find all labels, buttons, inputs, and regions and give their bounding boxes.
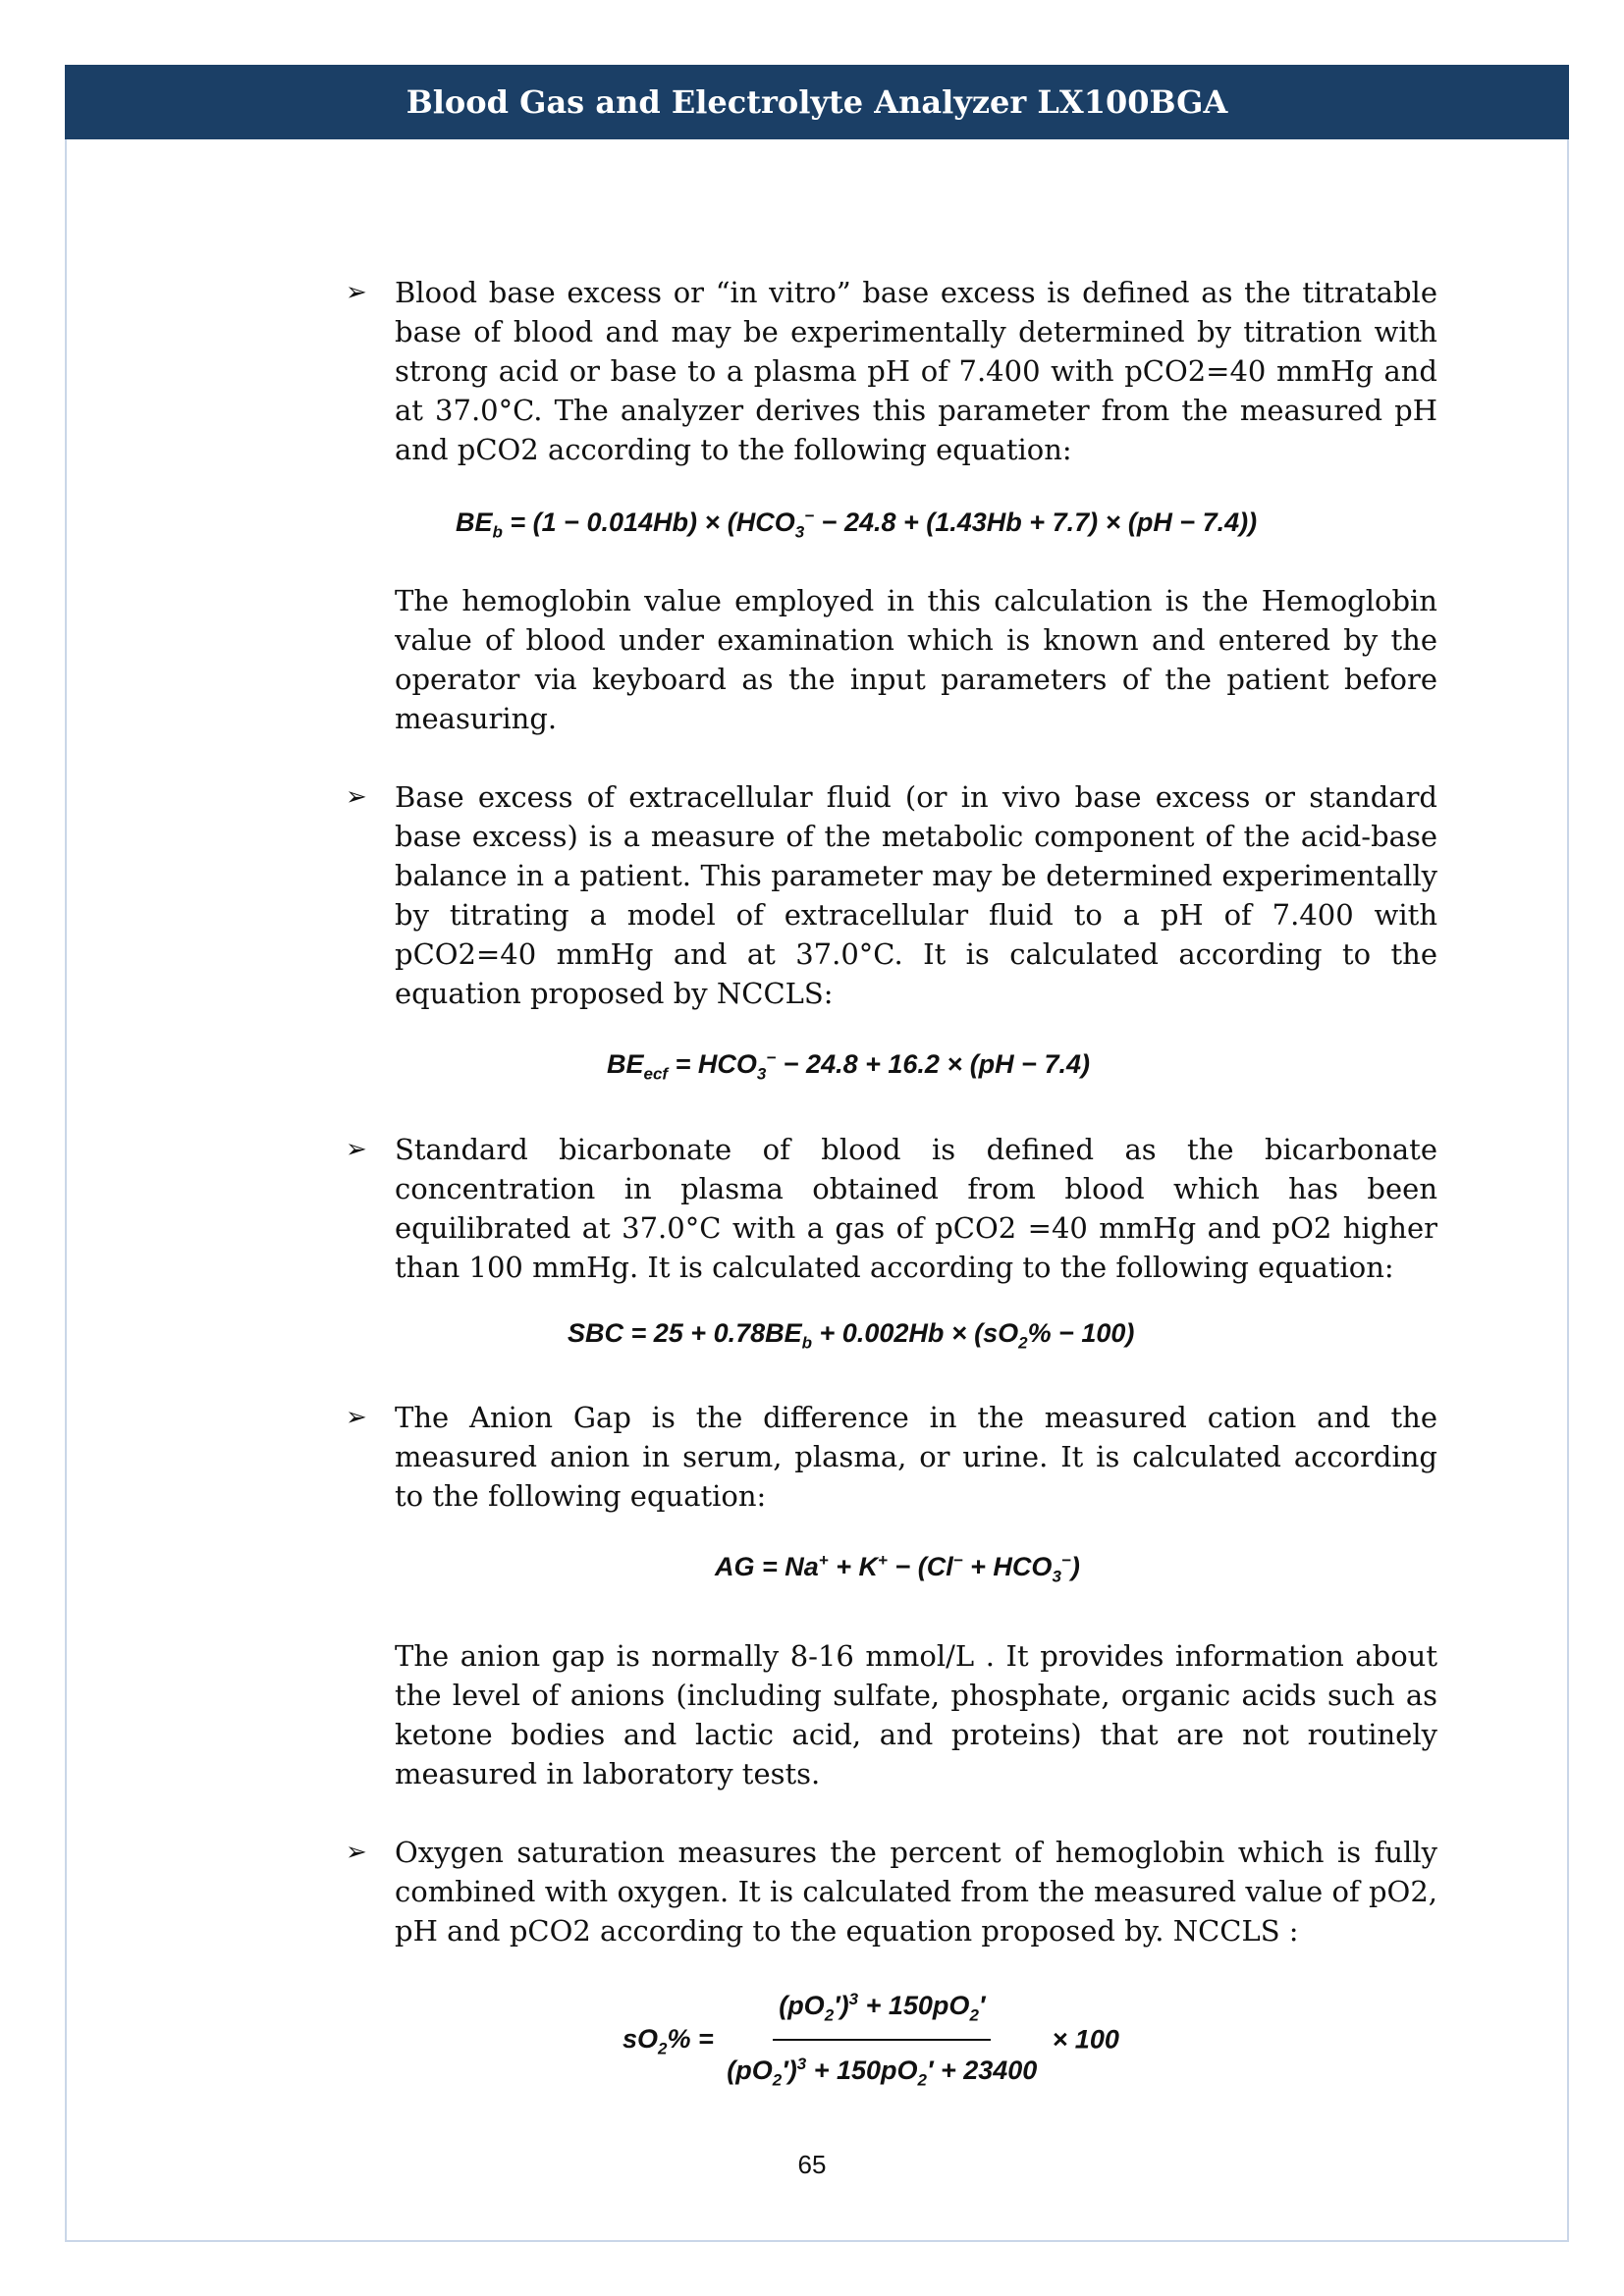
bullet-item-anion-gap [346, 1398, 1437, 1516]
paragraph: Blood base excess or “in vitro” base excess is defined as the titratable base of blood and may be experimentally determined by titration with strong acid or base to a plasma pH of 7.400 with pCO2=40 mmHg and at 37.0°C. The analyzer derives this parameter from the measured pH and pCO2 according to the following equation: [395, 276, 1437, 466]
followup-paragraph-anion-gap [346, 1636, 1437, 1793]
equation-be-b: $BE_b = (1 - 0.014Hb) \times (HCO_3^- - 24.8 + (1.43Hb + 7.7) \times (pH - 7.4))$ [456, 507, 1258, 542]
bullet-item-base-excess-ecf [346, 777, 1437, 1013]
paragraph: The hemoglobin value employed in this calculation is the Hemoglobin value of blood under examination which is known and entered by the operator via keyboard as the input parameters of the patient before measuring. [395, 584, 1437, 736]
arrow-bullet-icon: ➢ [346, 1403, 367, 1433]
page-number: 65 [797, 2150, 827, 2179]
paragraph: Base excess of extracellular fluid (or in vivo base excess or standard base excess) is a measure of the metabolic component of the acid-base balance in a patient. This parameter may be determined experimentally by titrating a model of extracellular fluid to a pH of 7.400 with pCO2=40 mmHg and at 37.0°C. It is calculated according to the equation proposed by NCCLS: [395, 780, 1437, 1011]
bullet-item-blood-base-excess [346, 273, 1437, 469]
bullet-item-standard-bicarbonate [346, 1130, 1437, 1287]
paragraph: The Anion Gap is the difference in the measured cation and the measured anion in serum, plasma, or urine. It is calculated according to the following equation: [395, 1401, 1437, 1514]
paragraph: The anion gap is normally 8-16 mmol/L . It provides information about the level of anions (including sulfate, phosphate, organic acids such as ketone bodies and lactic acid, and proteins) that are not routinely measured in laboratory tests. [395, 1638, 1437, 1790]
bullet-item-oxygen-saturation [346, 1833, 1437, 1950]
arrow-bullet-icon: ➢ [346, 782, 367, 813]
equation-be-ecf: $BE_{ecf} = HCO_3^- - 24.8 + 16.2 \times (pH - 7.4)$ [607, 1048, 1090, 1084]
document-body [346, 273, 1437, 2100]
equation-so2: $sO_2\%$ = $\frac{(pO_2')^3 + 150pO_2'}{(pO_2')^3 + 150pO_2' + 23400}$ × 100 [623, 1980, 1437, 2101]
paragraph: Oxygen saturation measures the percent of hemoglobin which is fully combined with oxygen. It is calculated from the measured value of pO2, pH and pCO2 according to the equation proposed by. NCCLS : [395, 1835, 1437, 1948]
equation-ag: AG = $Na^+ + K^+ - (Cl^- + HCO_3^-)$ [715, 1551, 1080, 1586]
arrow-bullet-icon: ➢ [346, 278, 367, 307]
followup-paragraph-hemoglobin [346, 581, 1437, 738]
arrow-bullet-icon: ➢ [346, 1837, 367, 1867]
paragraph: Standard bicarbonate of blood is defined as the bicarbonate concentration in plasma obtained from blood which has been equilibrated at 37.0°C with a gas of pCO2 =40 mmHg and pO2 higher than 100 mmHg. It is calculated according to the following equation: [395, 1132, 1437, 1284]
header-title: Blood Gas and Electrolyte Analyzer LX100BGA [406, 83, 1228, 121]
arrow-bullet-icon: ➢ [346, 1134, 367, 1164]
page-header [65, 65, 1569, 139]
equation-sbc: SBC = $25 + 0.78BE_b + 0.002Hb \times (sO_2\% - 100)$ [568, 1317, 1135, 1353]
